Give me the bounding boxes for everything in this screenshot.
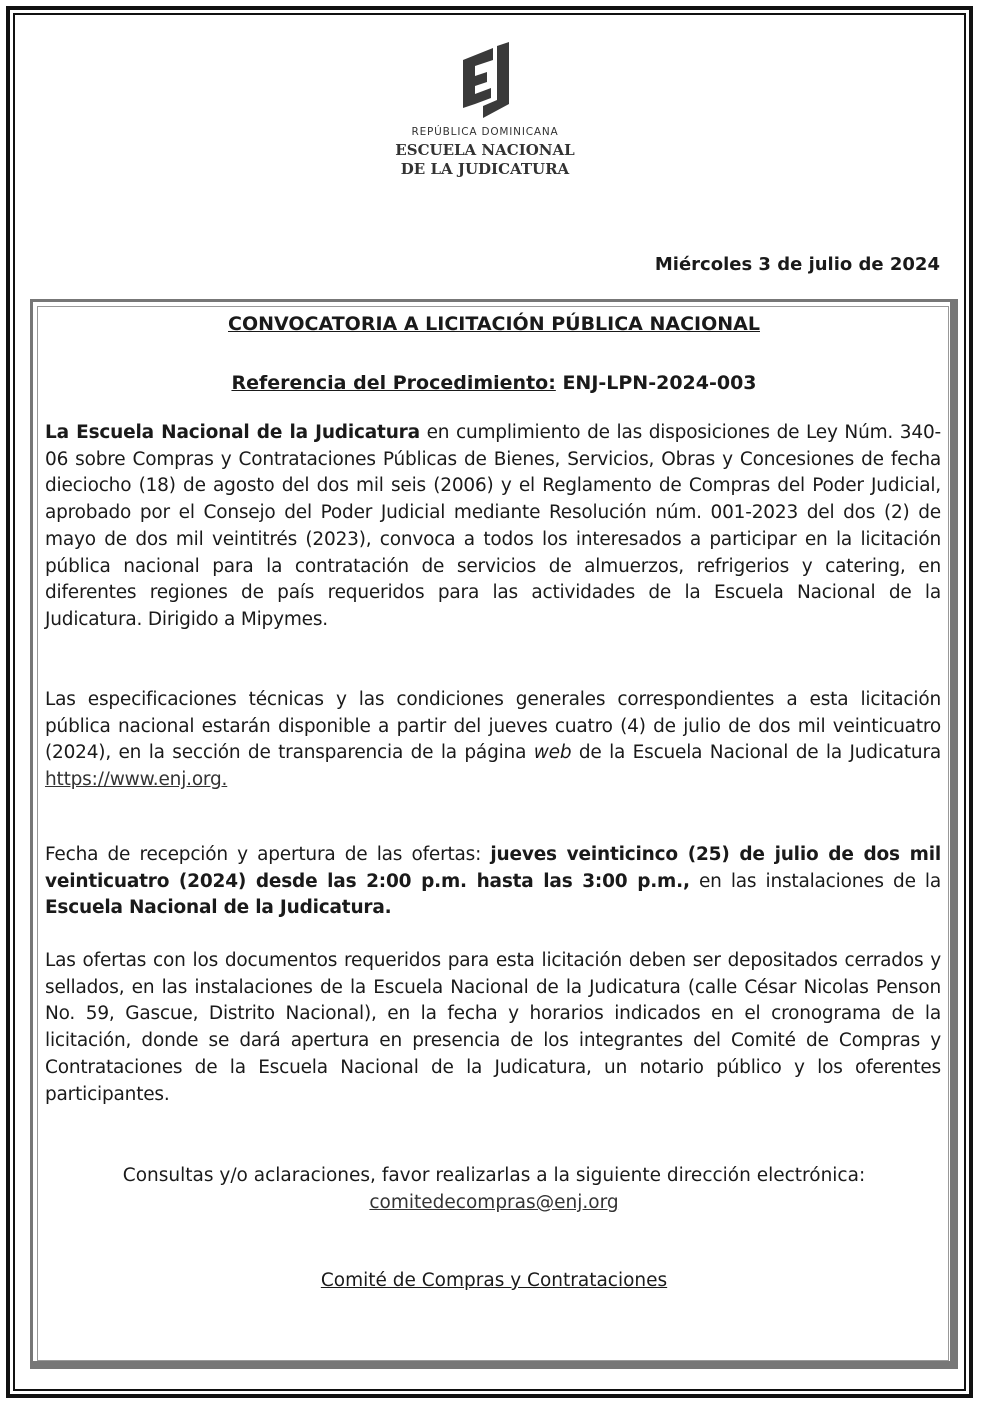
procedure-reference — [30, 372, 958, 394]
intro-text: en cumplimiento de las disposiciones de Ley Núm. 340-06 sobre Compras y Contrataciones Públicas de Bienes, Servicios, Obras y Concesiones de fecha dieciocho (18) de agosto del dos mil seis (2006) y el Reglamento de Compras del Poder Judicial, aprobado por el Consejo del Poder Judicial mediante Resolución núm. 001-2023 del dos (2) de mayo de dos mil veintitrés (2023), convoca a todos los interesados a participar en la licitación pública nacional para la contratación de servicios de almuerzos, refrigerios y catering, en diferentes regiones de país requeridos para las actividades de la Escuela Nacional de la Judicatura. Dirigido a Mipymes. — [45, 422, 941, 630]
spec-italic-web: web — [533, 742, 572, 764]
paragraph-dates — [45, 842, 941, 922]
logo-name-line1: ESCUELA NACIONAL — [395, 141, 575, 159]
page-title: CONVOCATORIA A LICITACIÓN PÚBLICA NACIONAL — [228, 313, 760, 335]
paragraph-offers: Las ofertas con los documentos requeridos para esta licitación deben ser depositados cerrados y sellados, en las instalaciones de la Escuela Nacional de la Judicatura (calle César Nicolas Penson No. 59, Gascue, Distrito Nacional), en la fecha y horarios indicados en el cronograma de la licitación, donde se dará apertura en presencia de los integrantes del Comité de Compras y Contrataciones de la Escuela Nacional de la Judicatura, un notario público y los oferentes participantes. — [45, 950, 941, 1105]
consult-text: Consultas y/o aclaraciones, favor realizarlas a la siguiente dirección electrónica: — [122, 1165, 866, 1186]
consult-section — [30, 1162, 958, 1216]
reference-label: Referencia del Procedimiento: — [231, 372, 556, 394]
enj-logo-mark-icon — [453, 42, 517, 124]
website-link[interactable]: https://www.enj.org. — [45, 769, 228, 791]
paragraph-specifications — [45, 687, 941, 794]
document-date: Miércoles 3 de julio de 2024 — [654, 254, 940, 275]
dates-bold-a: jueves veinticinco (25) de julio de dos mil veinticuatro (2024) desde las 2:00 p.m. hasta las 3:00 p.m., — [45, 844, 941, 892]
enj-logo — [395, 42, 585, 192]
dates-text-b: en las instalaciones de la — [689, 870, 941, 892]
intro-bold-lead: La Escuela Nacional de la Judicatura — [45, 422, 420, 443]
reference-code: ENJ-LPN-2024-003 — [562, 372, 757, 394]
paragraph-intro — [45, 420, 941, 634]
spec-text-b: de la Escuela Nacional de la Judicatura — [571, 742, 941, 764]
logo-country: REPÚBLICA DOMINICANA — [411, 126, 559, 138]
spec-text-a: Las especificaciones técnicas y las condiciones generales correspondientes a esta licitación pública nacional estarán disponible a partir del jueves cuatro (4) de julio de dos mil veinticuatro (2024), en la sección de transparencia de la página — [45, 689, 941, 764]
dates-bold-b: Escuela Nacional de la Judicatura. — [45, 897, 392, 919]
logo-name-line2: DE LA JUDICATURA — [400, 160, 570, 178]
committee-signature: Comité de Compras y Contrataciones — [320, 1270, 668, 1291]
email-link[interactable]: comitedecompras@enj.org — [369, 1192, 619, 1213]
dates-text-a: Fecha de recepción y apertura de las ofertas: — [45, 844, 491, 865]
